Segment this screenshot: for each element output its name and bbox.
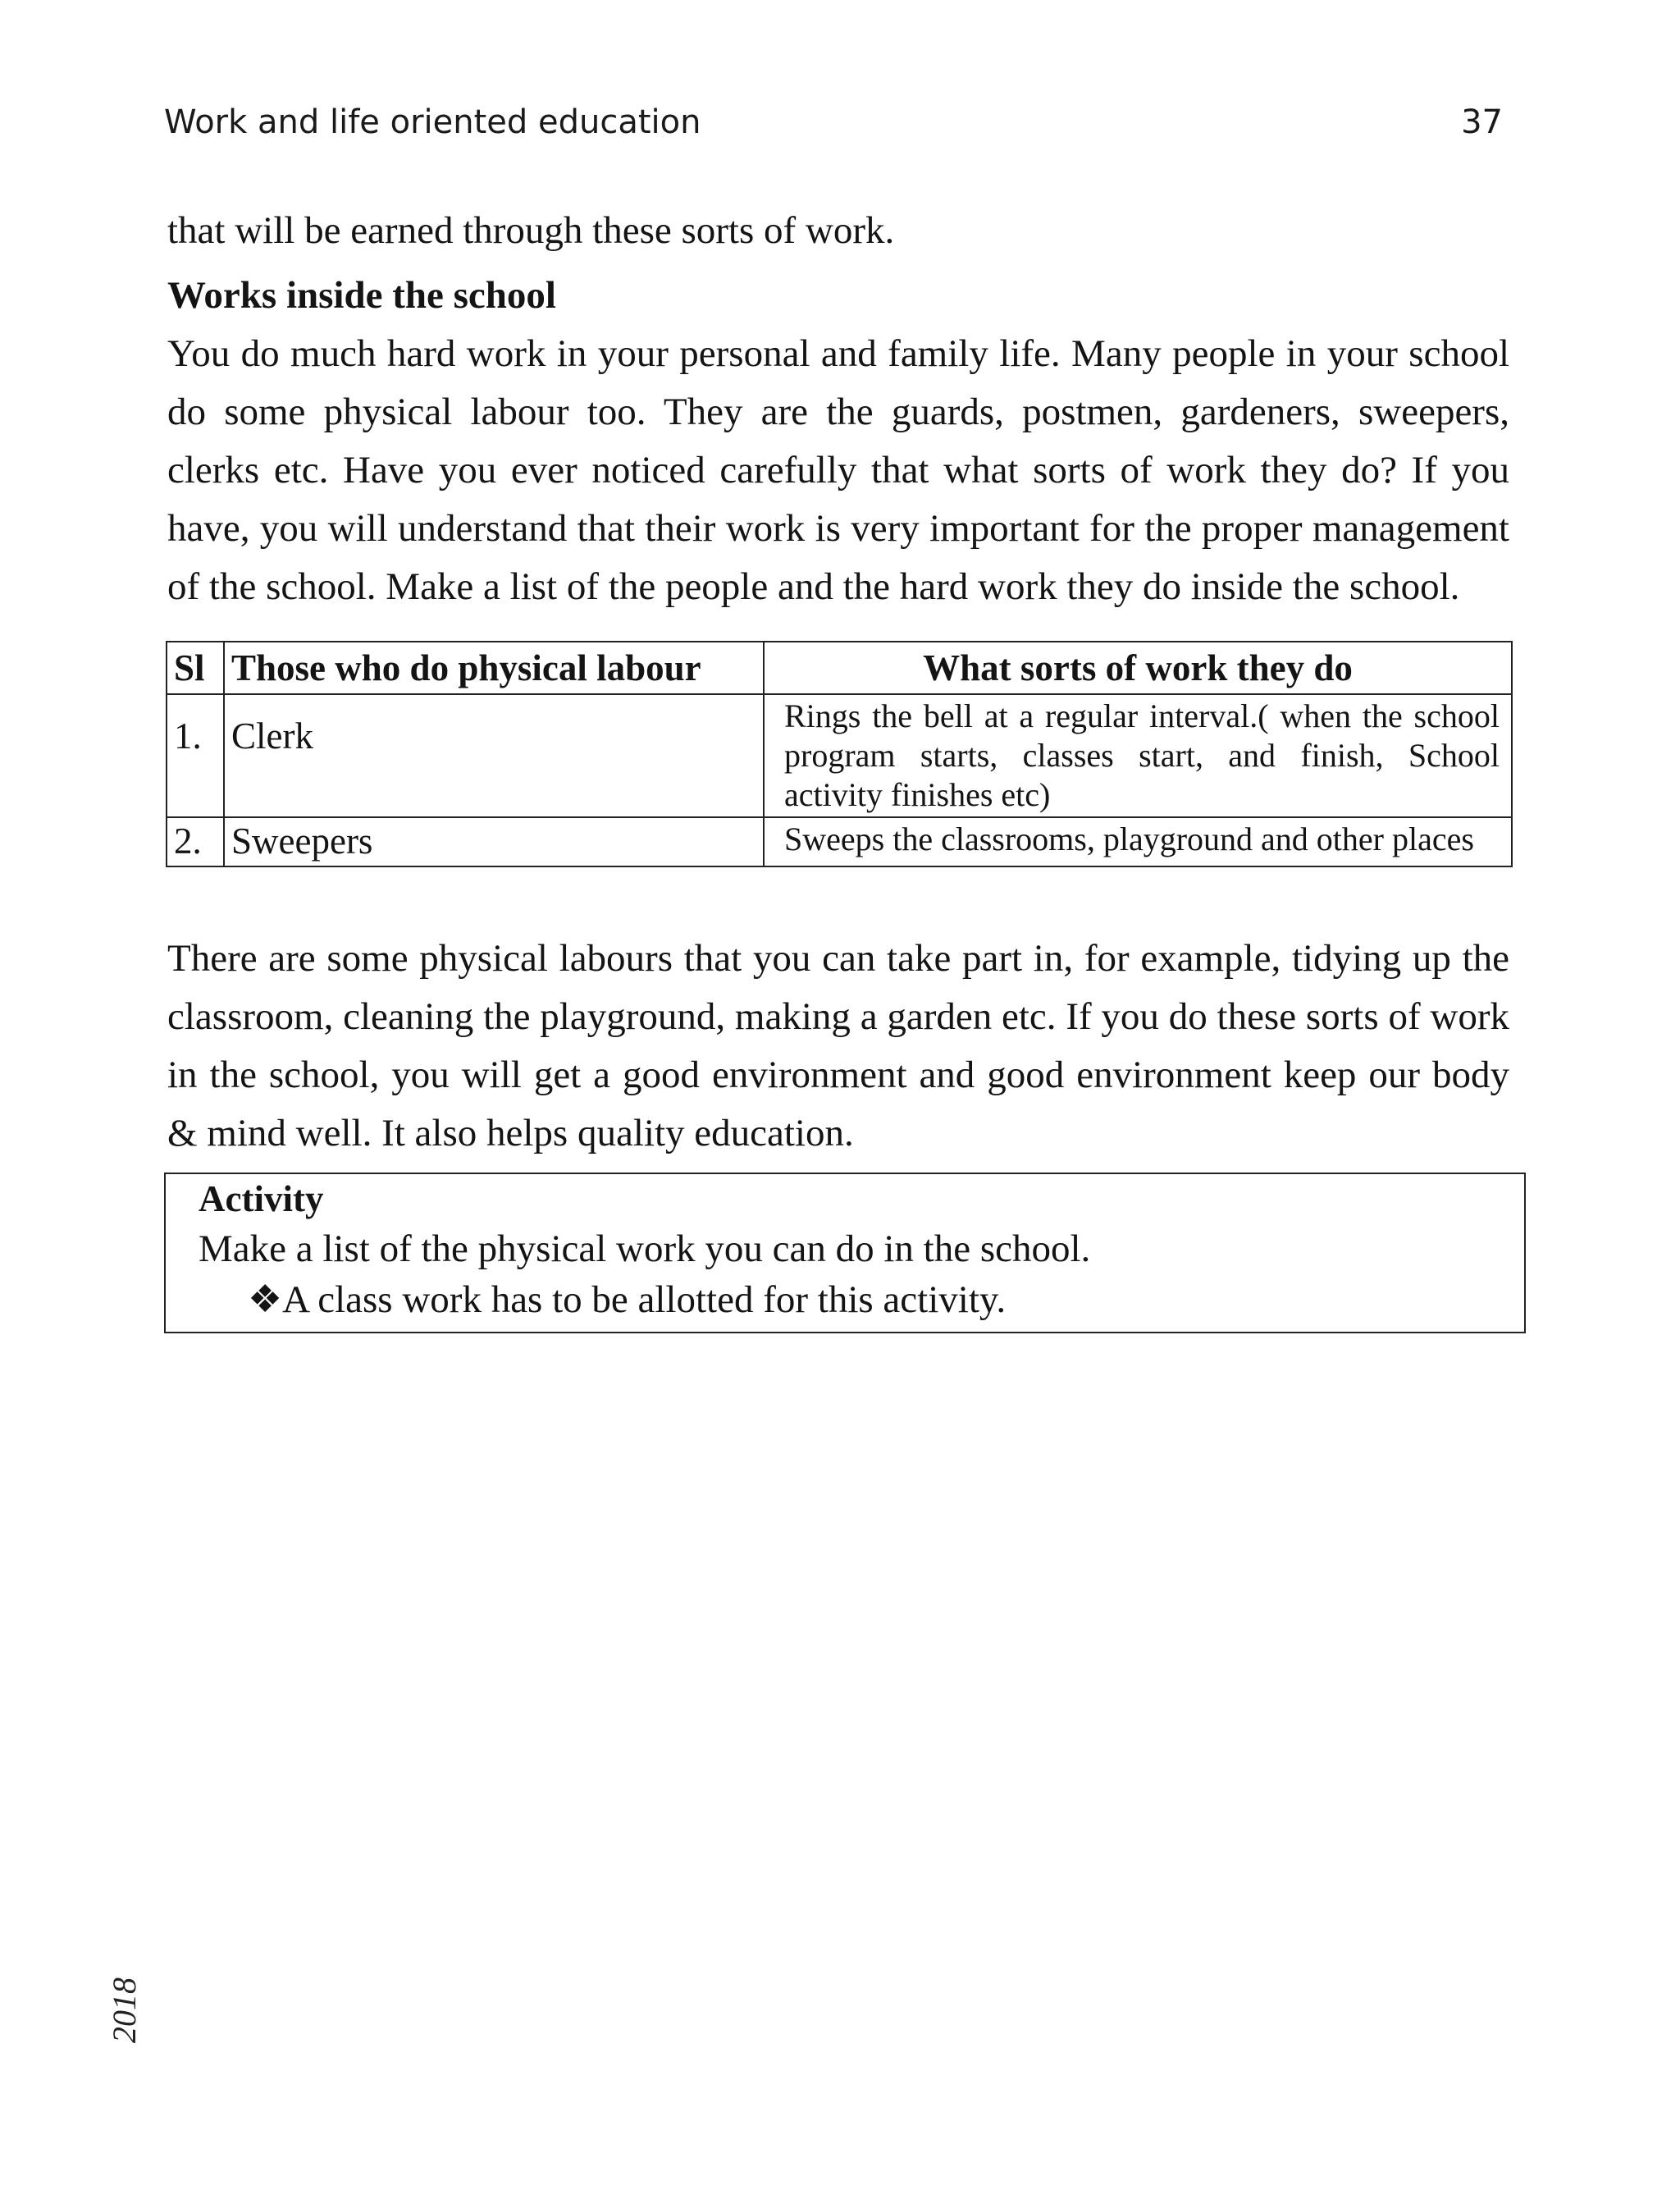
table-row bbox=[167, 817, 1512, 866]
row-sl: 1. bbox=[167, 694, 224, 817]
header-work: What sorts of work they do bbox=[764, 642, 1512, 694]
table-row bbox=[167, 694, 1512, 817]
section-heading: Works inside the school bbox=[167, 274, 556, 317]
page-content bbox=[167, 202, 1509, 1333]
year-stamp: 2018 bbox=[106, 1977, 143, 2043]
activity-note: ❖A class work has to be allotted for this activity. bbox=[248, 1278, 1007, 1321]
row-work: Rings the bell at a regular interval.( when the school program starts, classes start, and finish, School activity finishes etc) bbox=[764, 694, 1512, 817]
running-title: Work and life oriented education bbox=[164, 103, 701, 141]
activity-box bbox=[164, 1173, 1526, 1333]
row-who: Sweepers bbox=[224, 817, 764, 866]
header-who: Those who do physical labour bbox=[224, 642, 764, 694]
row-work: Sweeps the classrooms, playground and other places bbox=[764, 817, 1512, 866]
header-sl: Sl bbox=[167, 642, 224, 694]
row-who: Clerk bbox=[224, 694, 764, 817]
activity-text: Make a list of the physical work you can do in the school. bbox=[199, 1228, 1091, 1270]
table-header-row bbox=[167, 642, 1512, 694]
row-sl: 2. bbox=[167, 817, 224, 866]
page-number: 37 bbox=[1461, 103, 1503, 141]
activity-title: Activity bbox=[199, 1178, 324, 1219]
paragraph-intro: You do much hard work in your personal and family life. Many people in your school do some physical labour too. They are the guards, postmen, gardeners, sweepers, clerks etc. Have you ever noticed carefully that what sorts of work they do? If you have, you will understand that their work is very important for the proper management of the school. Make a list of the people and the hard work they do inside the school. bbox=[167, 332, 1509, 608]
paragraph-physical-labour: There are some physical labours that you can take part in, for example, tidying up the classroom, cleaning the playground, making a garden etc. If you do these sorts of work in the school, you will get a good environment and good environment keep our body & mind well. It also helps quality education. bbox=[167, 937, 1509, 1154]
lead-line: that will be earned through these sorts of work. bbox=[167, 209, 895, 252]
labour-table bbox=[166, 641, 1513, 867]
